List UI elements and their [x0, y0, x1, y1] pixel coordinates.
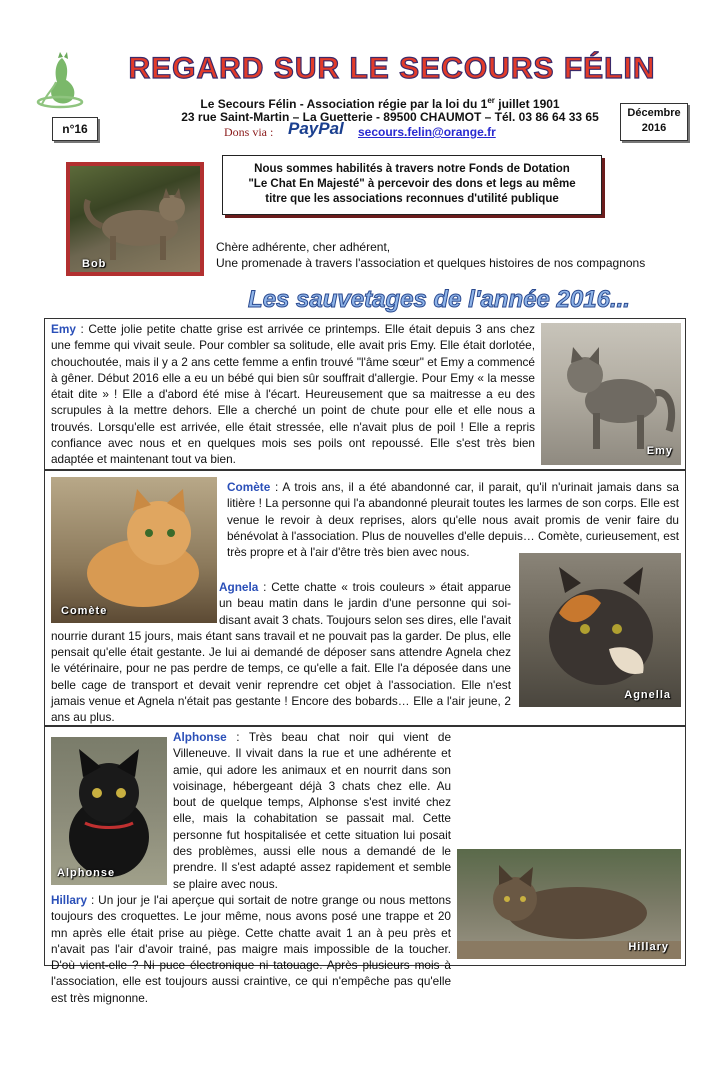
greeting-line1: Chère adhérente, cher adhérent, — [216, 240, 391, 254]
greeting — [216, 239, 676, 271]
fund-notice-box — [222, 155, 602, 215]
caption-bob: Bob — [82, 258, 107, 270]
story-hillary-text: : Un jour je l'ai aperçue qui sortait de notre grange ou nous mettons toujours des croquettes. Le jour même, nous avons posé une trappe et 20 mn après elle était prise au piège. Cette chatte avait 1 an à peu près et n'avait pas l'air d'avoir trainé, pas maigre mais impossible de la toucher. D'où vient-elle ? Ni puce électronique ni tatouage. Après plusieurs mois à l'association, elle est toujours aussi craintive, ce qui n'empêche pas qu'elle est très mignonne. — [51, 892, 451, 1005]
story-comete-top — [227, 479, 679, 560]
photo-bob-image — [70, 166, 200, 272]
agnela-float-spacer — [51, 579, 219, 627]
association-desc-part1: Le Secours Félin - Association régie par la loi du 1 — [200, 97, 488, 111]
agnela-float-spacer-right — [511, 579, 681, 707]
greeting-line2: Une promenade à travers l'association et quelques histoires de nos compagnons — [216, 256, 646, 270]
story-box-comete-agnela — [44, 470, 686, 726]
caption-alphonse: Alphonse — [57, 867, 116, 879]
issue-month: Décembre — [627, 107, 681, 119]
story-alphonse-name: Alphonse — [173, 730, 227, 744]
hillary-float-spacer — [451, 847, 681, 1087]
story-hillary-name: Hillary — [51, 892, 88, 907]
fund-notice-line3: titre que les associations reconnues d'utilité publique — [265, 193, 559, 205]
photo-emy — [541, 323, 681, 465]
story-comete — [227, 479, 679, 560]
caption-comete: Comète — [61, 605, 108, 617]
tabby-cat-icon — [70, 166, 200, 272]
story-agnela-text: : Cette chatte « trois couleurs » était apparue un beau matin dans le jardin d'une personne qui soi-disant avait 3 chats. Toujours selon ses dires, elle l'avait nourrie durant 15 jours, mais étant sans travail et ne pouvait pas la garder. De plus, elle pensait qu'elle était gestante. Je lui ai demandé de déposer sans attendre Agnela chez le vétérinaire, pour ne pas perdre de temps, ce qu'elle a fait. Elle l'a déposée dans une belle cage de transport et devait venir reprendre cet objet à l'association. Elle n'est jamais venue et Agnela n'était pas gestante ! Encore des bobards… Elle a l'air jeune, 2 ans au plus. — [51, 580, 511, 725]
fund-notice-line1: Nous sommes habilités à travers notre Fonds de Dotation — [254, 163, 570, 175]
cat-logo-icon — [36, 52, 86, 110]
association-description — [160, 96, 600, 111]
association-desc-part2: juillet 1901 — [494, 97, 560, 111]
contact-email-link[interactable]: secours.felin@orange.fr — [358, 125, 496, 139]
donation-label: Dons via : — [224, 125, 274, 139]
story-comete-text: : A trois ans, il a été abandonné car, il parait, qu'il n'urinait jamais dans sa litière ! La personne qui l'a abandonné pleurait toutes les larmes de son corps. Elle est venue le revoir à deux reprises, alors qu'elle nous avait promis de venir faire du bénévolat à l'association. Plus de nouvelles d'elle depuis… Comète, curieusement, est très propre et à l'air d'être très bien avec nous. — [227, 480, 679, 560]
issue-year: 2016 — [641, 122, 667, 134]
fund-notice-line2: "Le Chat En Majesté" à percevoir des dons et legs au même — [248, 178, 576, 190]
caption-hillary: Hillary — [628, 941, 669, 953]
story-alphonse-text: : Très beau chat noir qui vient de Villeneuve. Il vivait dans la rue et une adhérente et amie, qui adore les animaux et en nourrit dans son voisinage, hébergeant déjà 3 chats chez elle. Au bout de quelque temps, Alphonse s'est invité chez elle, mais la cohabitation se passait mal. Cette personne fut hospitalisée et cette situation lui posait des problèmes, aussi elle nous a demandé de le prendre. Il s'est adapté assez rapidement et semble se plaire avec nous. — [173, 730, 451, 891]
caption-agnella: Agnella — [624, 689, 671, 701]
grey-tabby-cat-icon — [541, 323, 681, 465]
issue-number: n°16 — [52, 117, 98, 141]
newsletter-title: REGARD SUR LE SECOURS FÉLIN — [128, 52, 656, 85]
association-desc-sup: er — [487, 96, 495, 105]
alphonse-float-spacer — [51, 729, 173, 879]
caption-emy: Emy — [646, 445, 673, 457]
story-emy-name: Emy — [51, 322, 76, 336]
story-agnela — [51, 579, 681, 726]
association-address: 23 rue Saint-Martin – La Guetterie - 89500 CHAUMOT – Tél. 03 86 64 33 65 — [181, 110, 599, 124]
story-agnela-name: Agnela — [219, 580, 259, 594]
story-comete-name: Comète — [227, 480, 271, 494]
issue-date — [620, 103, 688, 141]
photo-emy-image — [541, 323, 681, 465]
story-emy-text: : Cette jolie petite chatte grise est arrivée ce printemps. Elle était depuis 3 ans chez une femme qui vivait seule. Pour combler sa solitude, elle avait pris Emy. Elle était dorlotée, chouchoutée, mais il y a 2 ans cette femme a enfin trouvé "l'âme sœur" et Emy a commencé à gêner. Début 2016 elle a eu un bébé qui bien sûr souffrait d'allergie. Pour Emy « la messe était dite » ! Elle a d'abord été mise à l'écart. Heureusement que sa maitresse a eu des scrupules à la mettre dehors. Elle a cherché un point de chute pour elle et elle nous a trouvés. Lorsqu'elle est arrivée, elle était stressée, elle n'avait plus de poil ! Elle a repris confiance avec nous et en quelques mois ses poils ont repoussé. Elle s'est très bien adaptée et maintenant tout va bien. — [51, 322, 535, 467]
story-box-alphonse-hillary — [44, 726, 686, 1005]
paypal-logo[interactable]: PayPal — [288, 119, 344, 138]
story-box-emy — [44, 318, 686, 470]
story-emy — [51, 321, 535, 468]
section-title: Les sauvetages de l'année 2016... — [248, 286, 630, 313]
association-logo — [36, 52, 86, 110]
photo-bob — [66, 162, 204, 276]
story-alphonse-hillary — [51, 729, 681, 1087]
